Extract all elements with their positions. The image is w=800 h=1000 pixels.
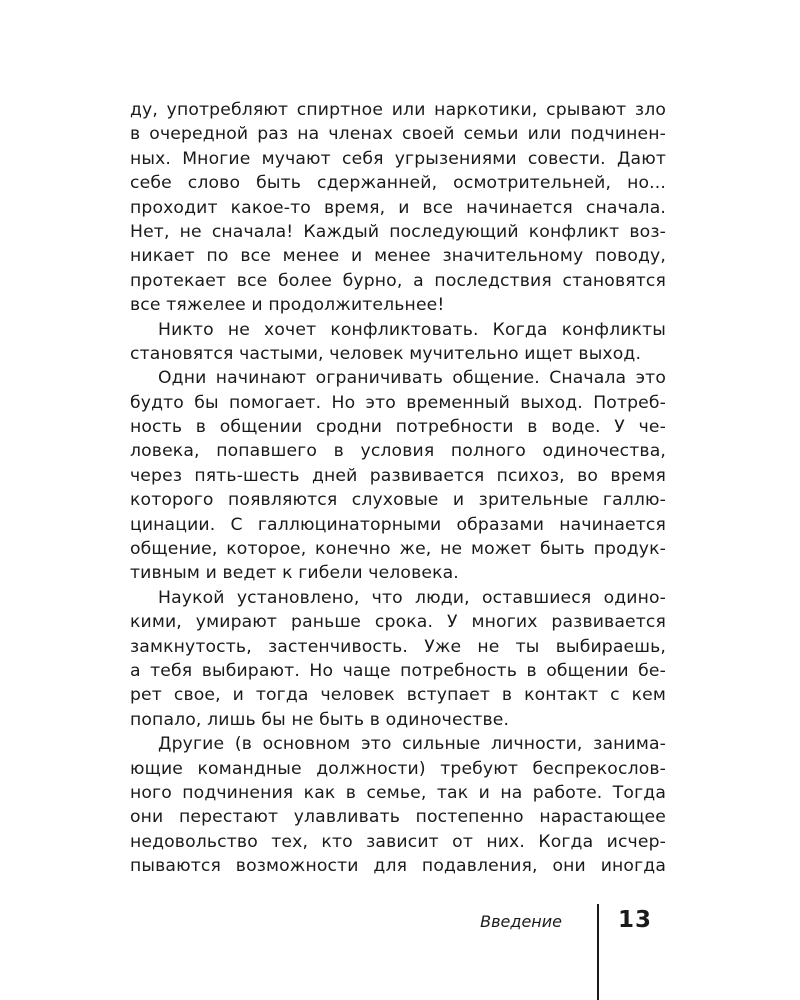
text-line: будто бы помогает. Но это временный выход. Потреб- [130,392,666,413]
text-line: все тяжелее и продолжительнее! [130,295,445,316]
text-line: Другие (в основном это сильные личности, занима- [158,734,666,755]
text-line: они перестают улавливать постепенно нарастающее [130,807,666,828]
text-line: себе слово быть сдержанней, осмотрительней, но... [130,173,666,194]
text-line: общение, которое, конечно же, не может быть продук- [130,539,666,560]
text-line: а тебя выбирают. Но чаще потребность в общении бе- [130,660,666,681]
text-line: протекает все более бурно, а последствия становятся [130,270,666,291]
text-line: Одни начинают ограничивать общение. Сначала это [158,368,666,389]
text-line: Наукой установлено, что люди, оставшиеся одино- [158,587,666,608]
text-line: замкнутость, застенчивость. Уже не ты выбираешь, [130,636,666,657]
text-line: кими, умирают раньше срока. У многих развивается [130,612,666,633]
text-line: недовольство тех, кто зависит от них. Когда исчер- [130,831,666,852]
text-line: Никто не хочет конфликтовать. Когда конфликты [158,319,666,340]
text-line: ющие командные должности) требуют беспрекослов- [130,758,666,779]
text-line: через пять-шесть дней развивается психоз, во время [130,465,666,486]
body-text [130,98,666,879]
footer-divider [597,904,599,1000]
text-line: которого появляются слуховые и зрительные галлю- [130,490,666,511]
text-line: тивным и ведет к гибели человека. [130,563,459,584]
text-line: ду, употребляют спиртное или наркотики, срывают зло [130,100,666,120]
text-line: Нет, не сначала! Каждый последующий конфликт воз- [130,221,666,242]
text-line: ловека, попавшего в условия полного одиночества, [130,441,666,462]
text-line: цинации. С галлюцинаторными образами начинается [130,514,666,535]
text-line: ных. Многие мучают себя угрызениями совести. Дают [130,148,666,169]
text-line: попало, лишь бы не быть в одиночестве. [130,709,510,730]
text-line: рет свое, и тогда человек вступает в контакт с кем [130,685,666,706]
text-line: становятся частыми, человек мучительно ищет выход. [130,343,642,364]
running-footer-section-title: Введение [480,912,562,931]
text-line: пываются возможности для подавления, они иногда [130,856,666,877]
text-line: в очередной раз на членах своей семьи или подчинен- [130,124,666,145]
text-line: проходит какое-то время, и все начинается сначала. [130,197,666,218]
text-line: никает по все менее и менее значительному поводу, [130,246,666,267]
page-number: 13 [618,907,653,933]
text-line: ного подчинения как в семье, так и на работе. Тогда [130,782,666,803]
text-line: ность в общении сродни потребности в воде. У че- [130,417,666,438]
